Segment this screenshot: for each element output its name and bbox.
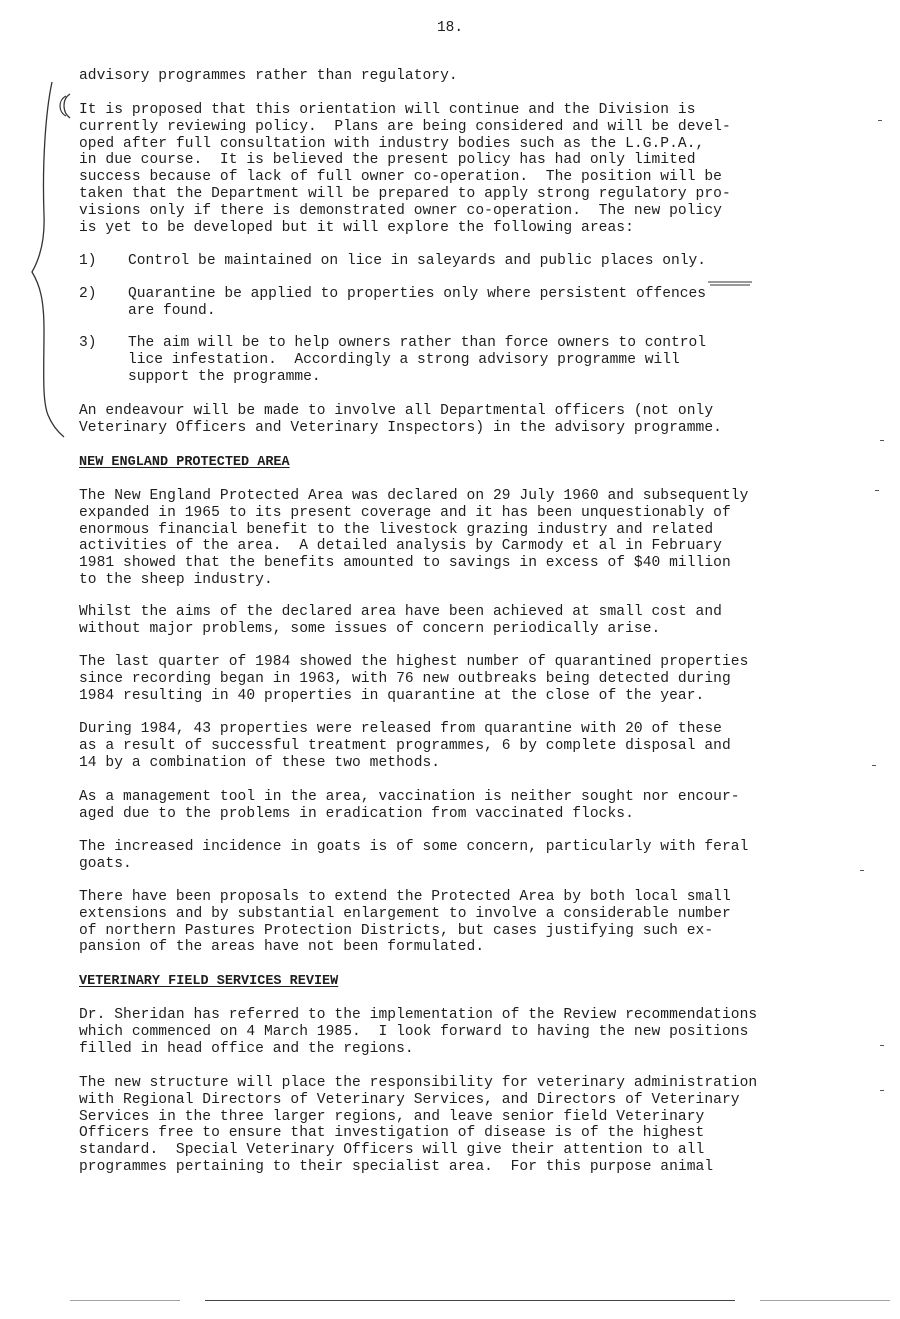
- heading-new-england: NEW ENGLAND PROTECTED AREA: [79, 455, 290, 470]
- paragraph-proposals: There have been proposals to extend the Protected Area by both local small extensions and by substantial enlargement to involve a considerable number of northern Pastures Protection Districts, but cases justifying such ex- pansion of the areas have not been formulated.: [79, 889, 731, 956]
- list-item-2: Quarantine be applied to properties only where persistent offences are found.: [128, 286, 707, 319]
- paragraph-new-structure: The new structure will place the responsibility for veterinary administration with Regional Directors of Veterinary Services, and Directors of Veterinary Services in the three larger regions, and leave senior field Veterinary Officers free to ensure that investigation of disease is of the highest standard. Special Veterinary Officers will give their attention to all programmes pertaining to their specialist area. For this purpose animal: [79, 1075, 758, 1175]
- margin-speck: [880, 440, 884, 441]
- paragraph-advisory: advisory programmes rather than regulatory.: [79, 68, 458, 84]
- paragraph-vaccination: As a management tool in the area, vaccination is neither sought nor encour- aged due to the problems in eradication from vaccinated flocks.: [79, 789, 740, 822]
- margin-speck: [878, 120, 882, 121]
- list-item-1: Control be maintained on lice in saleyards and public places only.: [128, 253, 707, 269]
- list-number-3: 3): [79, 335, 97, 351]
- footer-line: [70, 1300, 180, 1301]
- margin-speck: [880, 1045, 884, 1046]
- margin-speck: [875, 490, 879, 491]
- margin-speck: [860, 870, 864, 871]
- paragraph-protected-area: The New England Protected Area was declared on 29 July 1960 and subsequently expanded in 1965 to its present coverage and it has been unquestionably of enormous financial benefit to the livestock grazing industry and related activities of the area. A detailed analysis by Carmody et al in February 1981 showed that the benefits amounted to savings in excess of $40 million to the sheep industry.: [79, 488, 749, 588]
- margin-speck: [880, 1090, 884, 1091]
- page-number: 18.: [436, 20, 464, 36]
- paragraph-goats: The increased incidence in goats is of some concern, particularly with feral goats.: [79, 839, 749, 872]
- paragraph-endeavour: An endeavour will be made to involve all Departmental officers (not only Veterinary Officers and Veterinary Inspectors) in the advisory programme.: [79, 403, 722, 436]
- paragraph-orientation: It is proposed that this orientation will continue and the Division is currently reviewing policy. Plans are being considered and will be devel- oped after full consultation with industry bodies such as the L.G.P.A., in due course. It is believed the present policy has had only limited success because of lack of full owner co-operation. The position will be taken that the Department will be prepared to apply strong regulatory pro- visions only if there is demonstrated owner co-operation. The new policy is yet to be developed but it will explore the following areas:: [79, 102, 731, 236]
- list-number-2: 2): [79, 286, 97, 302]
- footer-line: [760, 1300, 890, 1301]
- paragraph-aims: Whilst the aims of the declared area have been achieved at small cost and without major problems, some issues of concern periodically arise.: [79, 604, 722, 637]
- margin-speck: [872, 765, 876, 766]
- list-number-1: 1): [79, 253, 97, 269]
- list-item-3: The aim will be to help owners rather than force owners to control lice infestation. Accordingly a strong advisory programme will support the programme.: [128, 335, 707, 385]
- heading-vet-field-services: VETERINARY FIELD SERVICES REVIEW: [79, 974, 339, 989]
- footer-line: [205, 1300, 735, 1301]
- paragraph-released: During 1984, 43 properties were released from quarantine with 20 of these as a result of successful treatment programmes, 6 by complete disposal and 14 by a combination of these two methods.: [79, 721, 731, 771]
- paragraph-last-quarter: The last quarter of 1984 showed the highest number of quarantined properties since recording began in 1963, with 76 new outbreaks being detected during 1984 resulting in 40 properties in quarantine at the close of the year.: [79, 654, 749, 704]
- paragraph-sheridan: Dr. Sheridan has referred to the implementation of the Review recommendations which commenced on 4 March 1985. I look forward to having the new positions filled in head office and the regions.: [79, 1007, 758, 1057]
